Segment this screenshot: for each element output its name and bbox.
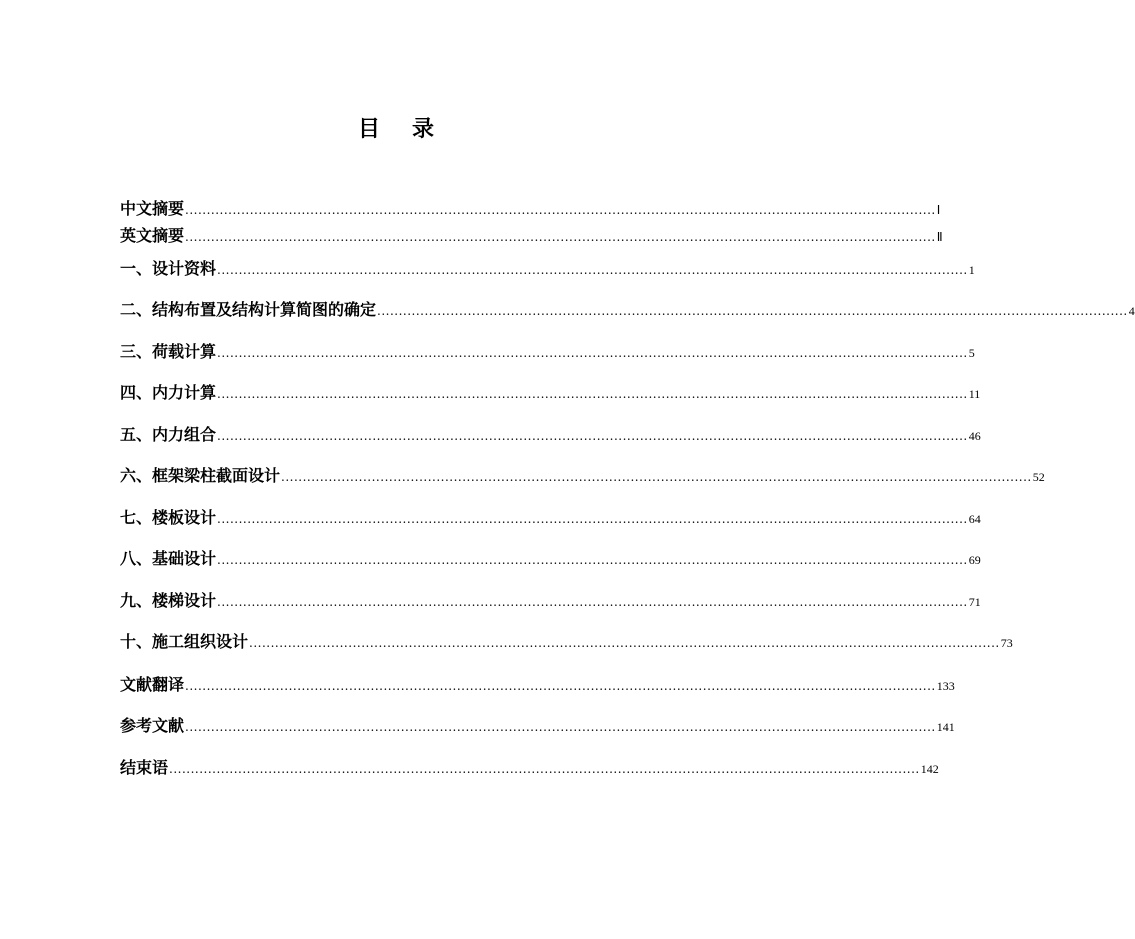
toc-page-number: Ⅱ [936, 230, 943, 244]
toc-page-number: Ⅰ [936, 203, 941, 217]
toc-entry[interactable] [120, 713, 955, 736]
toc-entry-label: 中文摘要 [120, 199, 185, 218]
toc-leader: .............................................................................................................................................................................. [217, 512, 968, 526]
toc-entry-label: 五、内力组合 [120, 425, 217, 444]
toc-entry-label: 四、内力计算 [120, 383, 217, 402]
toc-entry[interactable] [120, 505, 981, 528]
toc-entry[interactable] [120, 755, 939, 778]
toc-leader: .............................................................................................................................................................................. [185, 203, 936, 217]
toc-entry-label: 十、施工组织设计 [120, 632, 249, 651]
toc-entry[interactable] [120, 339, 975, 362]
toc-entry[interactable] [120, 672, 955, 695]
toc-entry[interactable] [120, 629, 1013, 652]
toc-page-number: 73 [1000, 636, 1013, 650]
toc-entry-label: 二、结构布置及结构计算简图的确定 [120, 300, 377, 319]
toc-leader: .............................................................................................................................................................................. [217, 595, 968, 609]
toc-entry[interactable] [120, 546, 981, 569]
toc-entry[interactable] [120, 223, 943, 246]
toc-entry-label: 三、荷载计算 [120, 342, 217, 361]
toc-page-number: 5 [968, 346, 975, 360]
toc-leader: .............................................................................................................................................................................. [217, 429, 968, 443]
title-char-2: 录 [412, 117, 435, 142]
toc-page-number: 133 [936, 679, 955, 693]
toc-leader: .............................................................................................................................................................................. [185, 230, 936, 244]
toc-entry-label: 参考文献 [120, 716, 185, 735]
toc-leader: .............................................................................................................................................................................. [281, 470, 1032, 484]
toc-entry-label: 结束语 [120, 758, 169, 777]
toc-entry[interactable] [120, 256, 975, 279]
toc-leader: .............................................................................................................................................................................. [185, 679, 936, 693]
toc-page-number: 69 [968, 553, 981, 567]
toc-page-number: 11 [968, 387, 981, 401]
toc-entry-label: 一、设计资料 [120, 259, 217, 278]
toc-page-number: 52 [1032, 470, 1045, 484]
toc-leader: .............................................................................................................................................................................. [249, 636, 1000, 650]
page-title [0, 112, 792, 143]
toc-entry[interactable] [120, 196, 941, 219]
toc-page-number: 142 [920, 762, 939, 776]
toc-entry-label: 文献翻译 [120, 675, 185, 694]
toc-page-number: 1 [968, 263, 975, 277]
title-char-1: 目 [357, 117, 380, 142]
toc-leader: .............................................................................................................................................................................. [217, 387, 968, 401]
toc-leader: .............................................................................................................................................................................. [217, 346, 968, 360]
toc-entry[interactable] [120, 422, 981, 445]
toc-entry-label: 八、基础设计 [120, 549, 217, 568]
toc-leader: .............................................................................................................................................................................. [377, 304, 1128, 318]
toc-entry-label: 九、楼梯设计 [120, 591, 217, 610]
toc-entry[interactable] [120, 463, 1045, 486]
toc-page-number: 4 [1128, 304, 1135, 318]
toc-page-number: 71 [968, 595, 981, 609]
toc-page-number: 64 [968, 512, 981, 526]
toc-leader: .............................................................................................................................................................................. [185, 720, 936, 734]
toc-page-number: 46 [968, 429, 981, 443]
toc-entry-label: 英文摘要 [120, 226, 185, 245]
toc-entry[interactable] [120, 588, 981, 611]
toc-leader: .............................................................................................................................................................................. [169, 762, 920, 776]
toc-leader: .............................................................................................................................................................................. [217, 553, 968, 567]
toc-entry-label: 七、楼板设计 [120, 508, 217, 527]
toc-leader: .............................................................................................................................................................................. [217, 263, 968, 277]
toc-entry-label: 六、框架梁柱截面设计 [120, 466, 281, 485]
toc-entry[interactable] [120, 380, 981, 403]
toc-page-number: 141 [936, 720, 955, 734]
toc-entry[interactable] [120, 297, 1135, 320]
